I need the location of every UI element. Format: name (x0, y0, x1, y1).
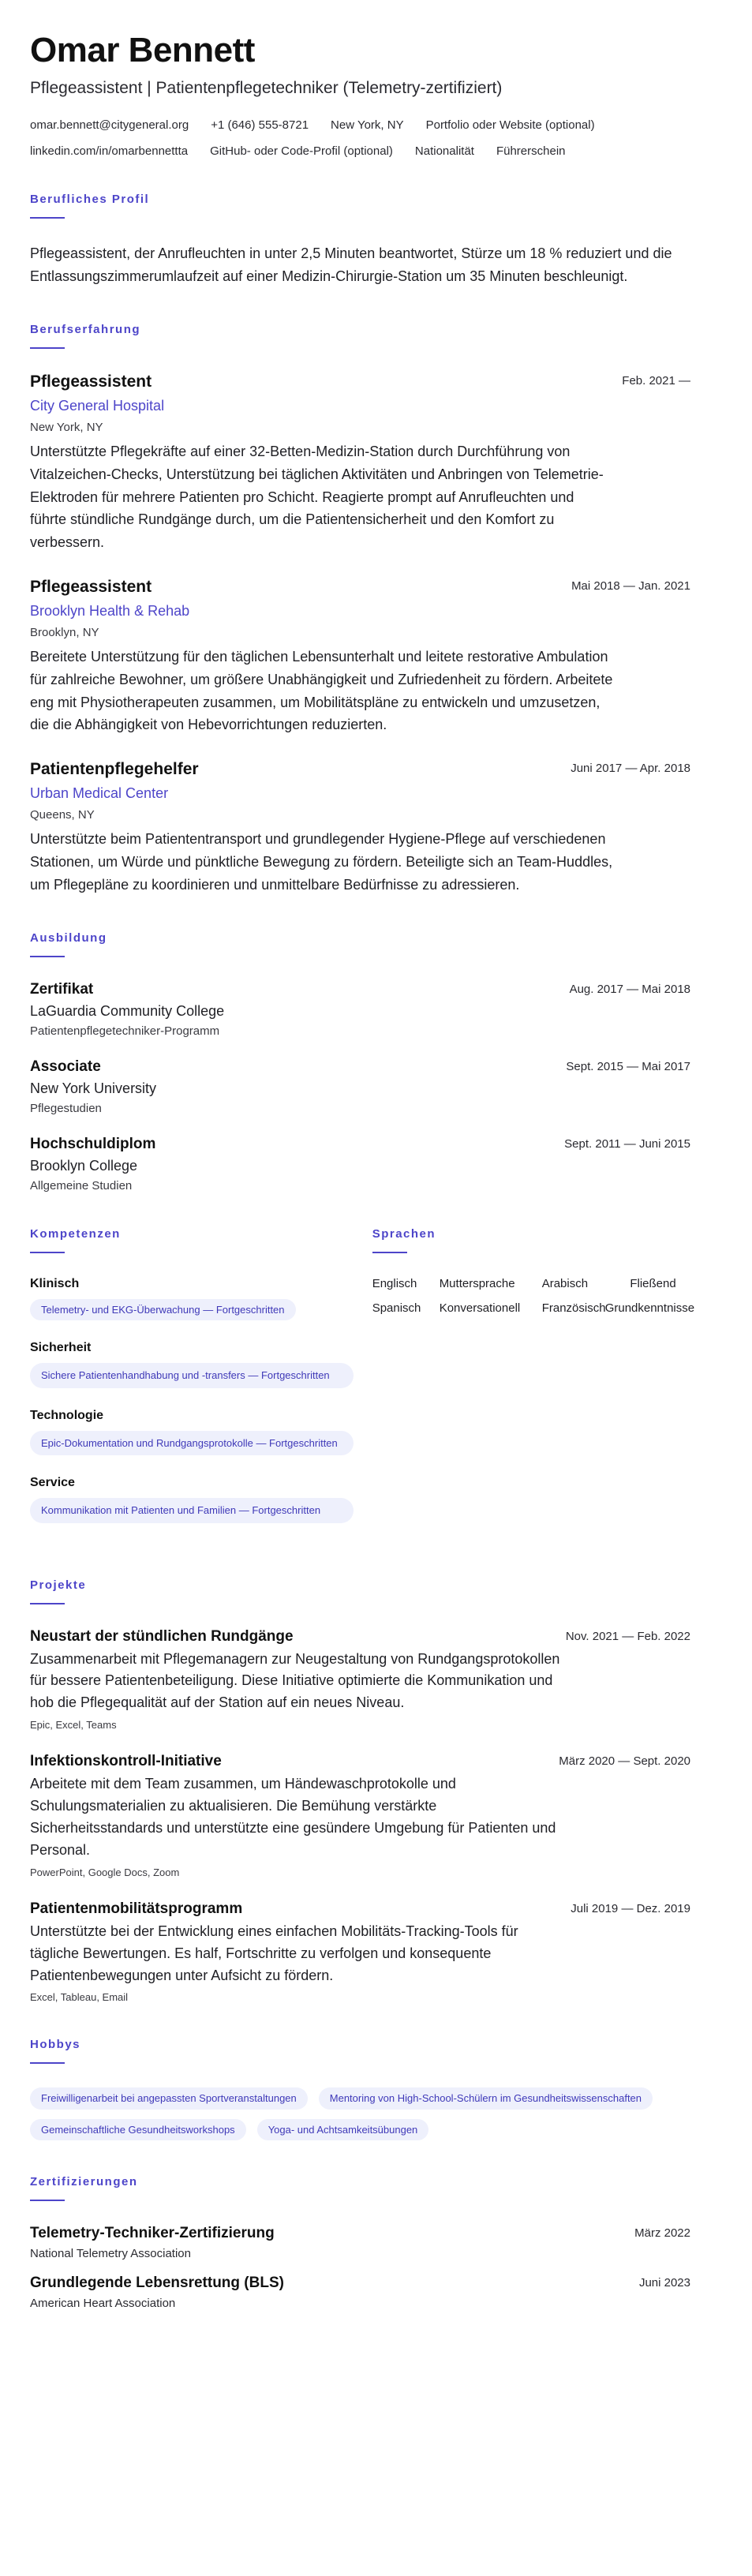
cert-issuer: American Heart Association (30, 2297, 176, 2311)
job-title: Patientenpflegehelfer (30, 760, 199, 779)
job-location: Brooklyn, NY (30, 625, 99, 639)
cert-date: Juni 2023 (638, 2276, 690, 2290)
hobby-list (30, 2087, 716, 2140)
skill-chip: Sichere Patientenhandhabung und -transfers — Fortgeschritten (30, 1363, 354, 1388)
skill-category (30, 1277, 372, 1321)
degree-name: Associate (30, 1058, 101, 1075)
language-level: Fließend (630, 1276, 676, 1290)
field-of-study: Patientenpflegetechniker-Programm (30, 1024, 220, 1038)
language-level: Muttersprache (439, 1276, 515, 1290)
certification-entry (30, 2275, 722, 2310)
section-divider (30, 956, 65, 957)
project-entry (30, 1628, 722, 1732)
job-location: Queens, NY (30, 808, 95, 822)
entry-dates: Feb. 2021 — (622, 373, 690, 388)
cert-date: März 2022 (634, 2226, 690, 2241)
contact-location: New York, NY (331, 118, 404, 133)
experience-section (30, 323, 722, 897)
contact-nationality: Nationalität (414, 144, 474, 159)
skill-chip: Kommunikation mit Patienten und Familien — Fortgeschritten (30, 1498, 354, 1523)
language-name: Englisch (372, 1276, 417, 1290)
project-tools: PowerPoint, Google Docs, Zoom (30, 1866, 180, 1878)
contact-email[interactable]: omar.bennett@citygeneral.org (30, 118, 189, 133)
employer-name: City General Hospital (30, 397, 165, 414)
contact-linkedin[interactable]: linkedin.com/in/omarbennettta (30, 144, 189, 159)
resume-header (30, 32, 722, 158)
project-title: Patientenmobilitätsprogramm (30, 1900, 243, 1917)
hobby-chip: Mentoring von High-School-Schülern im Gesundheitswissenschaften (319, 2087, 653, 2110)
skill-category-title: Sicherheit (30, 1341, 92, 1355)
job-title: Pflegeassistent (30, 577, 152, 596)
experience-entry (30, 373, 722, 554)
skill-category (30, 1341, 372, 1388)
section-divider (30, 2062, 65, 2064)
school-name: LaGuardia Community College (30, 1002, 225, 1019)
section-heading: Kompetenzen (30, 1226, 121, 1241)
employer-name: Brooklyn Health & Rehab (30, 602, 190, 619)
job-title: Pflegeassistent (30, 372, 152, 391)
section-divider (30, 1603, 65, 1604)
project-description: Unterstützte bei der Entwicklung eines einfachen Mobilitäts-Tracking-Tools für tägliche Bewertungen. Es half, Fortschritte zu verfolgen und konsequente Patientenbewegungen unter Aufsicht zu fördern. (30, 1923, 518, 1983)
section-divider (30, 347, 65, 349)
skill-chip: Epic-Dokumentation und Rundgangsprotokolle — Fortgeschritten (30, 1431, 354, 1456)
profile-section (30, 193, 722, 288)
degree-name: Hochschuldiplom (30, 1135, 156, 1152)
section-divider (30, 1252, 65, 1253)
skill-category-title: Klinisch (30, 1276, 80, 1290)
entry-dates: Mai 2018 — Jan. 2021 (571, 578, 690, 593)
education-entry (30, 981, 722, 1038)
degree-name: Zertifikat (30, 980, 94, 998)
language-level: Grundkenntnisse (604, 1301, 695, 1315)
profile-summary: Pflegeassistent, der Anrufleuchten in unter 2,5 Minuten beantwortet, Stürze um 18 % reduziert und die Entlassungszimmerumlaufzeit auf einer Medizin-Chirurgie-Station um 35 Minuten beschleunigt. (30, 245, 672, 285)
section-heading: Berufliches Profil (30, 193, 150, 207)
project-tools: Excel, Tableau, Email (30, 1991, 129, 2004)
entry-dates: Sept. 2011 — Juni 2015 (564, 1136, 690, 1151)
employer-name: Urban Medical Center (30, 785, 169, 802)
section-heading: Sprachen (372, 1226, 436, 1241)
skill-category (30, 1409, 372, 1456)
job-description: Unterstützte beim Patiententransport und grundlegender Hygiene-Pflege auf verschiedenen Stationen, um Würde und pünktliche Bewegung zu fördern. Beteiligte sich an Team-Huddles, um Pflegepläne zu koordinieren und unmittelbare Bedürfnisse zu adressieren. (30, 831, 613, 893)
cert-issuer: National Telemetry Association (30, 2247, 191, 2261)
section-heading: Projekte (30, 1578, 87, 1592)
skills-languages-row (30, 1227, 722, 1544)
skills-section (30, 1227, 372, 1544)
contact-list (30, 118, 693, 158)
section-heading: Hobbys (30, 2038, 81, 2052)
language-list (372, 1277, 722, 1315)
section-divider (372, 1252, 407, 1253)
job-description: Unterstützte Pflegekräfte auf einer 32-Betten-Medizin-Station durch Durchführung von Vitalzeichen-Checks, Unterstützung bei täglichen Aktivitäten und Anbringen von Telemetrie-Elektroden für mehrere Patienten pro Schicht. Reagierte prompt auf Anrufleuchten und führte stündliche Rundgänge durch, um die Patientensicherheit und den Komfort zu verbessern. (30, 443, 604, 551)
certification-entry (30, 2225, 722, 2260)
skill-category (30, 1476, 372, 1523)
education-entry (30, 1136, 722, 1193)
contact-github[interactable]: GitHub- oder Code-Profil (optional) (210, 144, 393, 159)
hobby-chip: Yoga- und Achtsamkeitsübungen (257, 2119, 429, 2141)
project-entry (30, 1753, 722, 1878)
candidate-headline: Pflegeassistent | Patientenpflegetechniker (Telemetry-zertifiziert) (30, 79, 503, 98)
contact-portfolio[interactable]: Portfolio oder Website (optional) (425, 118, 595, 133)
field-of-study: Pflegestudien (30, 1101, 102, 1115)
skill-chip: Telemetry- und EKG-Überwachung — Fortgeschritten (30, 1299, 296, 1321)
entry-dates: Juni 2017 — Apr. 2018 (571, 762, 690, 776)
experience-entry (30, 760, 722, 896)
cert-title: Grundlegende Lebensrettung (BLS) (30, 2275, 284, 2292)
project-entry (30, 1900, 722, 2004)
entry-dates: Aug. 2017 — Mai 2018 (569, 982, 690, 996)
project-description: Arbeitete mit dem Team zusammen, um Händewaschprotokolle und Schulungsmaterialien zu aktualisieren. Die Bemühung verstärkte Sicherheitsstandards und unterstützte eine gesündere Umgebung für Patienten und Personal. (30, 1776, 556, 1858)
language-level: Konversationell (439, 1301, 521, 1315)
language-name: Arabisch (541, 1276, 589, 1290)
education-section (30, 931, 722, 1193)
skill-category-title: Technologie (30, 1408, 104, 1422)
projects-section (30, 1578, 722, 2004)
school-name: Brooklyn College (30, 1157, 138, 1174)
entry-dates: Nov. 2021 — Feb. 2022 (565, 1629, 690, 1643)
project-title: Infektionskontroll-Initiative (30, 1753, 222, 1770)
language-name: Französisch (541, 1301, 606, 1315)
section-heading: Berufserfahrung (30, 322, 141, 336)
project-description: Zusammenarbeit mit Pflegemanagern zur Neugestaltung von Rundgangsprotokollen für bessere Patientenbeteiligung. Diese Initiative optimierte die Kommunikation und hob die Pflegequalität auf der Station auf ein neues Niveau. (30, 1650, 560, 1711)
section-heading: Zertifizierungen (30, 2175, 138, 2189)
section-heading: Ausbildung (30, 930, 107, 945)
job-location: New York, NY (30, 420, 103, 434)
hobby-chip: Freiwilligenarbeit bei angepassten Sportveranstaltungen (30, 2087, 308, 2110)
languages-section (372, 1227, 722, 1544)
project-tools: Epic, Excel, Teams (30, 1719, 117, 1732)
field-of-study: Allgemeine Studien (30, 1178, 133, 1193)
section-divider (30, 217, 65, 219)
hobby-chip: Gemeinschaftliche Gesundheitsworkshops (30, 2119, 246, 2141)
entry-dates: Sept. 2015 — Mai 2017 (566, 1059, 690, 1073)
entry-dates: Juli 2019 — Dez. 2019 (571, 1901, 690, 1915)
school-name: New York University (30, 1080, 157, 1096)
education-entry (30, 1058, 722, 1115)
certifications-section (30, 2175, 722, 2310)
entry-dates: März 2020 — Sept. 2020 (559, 1754, 690, 1769)
candidate-name: Omar Bennett (30, 31, 255, 69)
contact-phone[interactable]: +1 (646) 555-8721 (211, 118, 309, 133)
experience-entry (30, 578, 722, 736)
cert-title: Telemetry-Techniker-Zertifizierung (30, 2225, 275, 2242)
job-description: Bereitete Unterstützung für den täglichen Lebensunterhalt und leitete restorative Ambulation für zahlreiche Bewohner, um größere Unabhängigkeit und Zufriedenheit zu fördern. Arbeitete eng mit Physiotherapeuten zusammen, um Mobilitätspläne zu entwickeln und umzusetzen, die die Abhängigkeit von Hebevorrichtungen reduzierten. (30, 648, 613, 733)
project-title: Neustart der stündlichen Rundgänge (30, 1627, 294, 1645)
skill-category-title: Service (30, 1476, 75, 1490)
hobbies-section (30, 2038, 722, 2140)
contact-license: Führerschein (496, 144, 566, 159)
section-divider (30, 2200, 65, 2201)
language-name: Spanisch (372, 1301, 421, 1315)
